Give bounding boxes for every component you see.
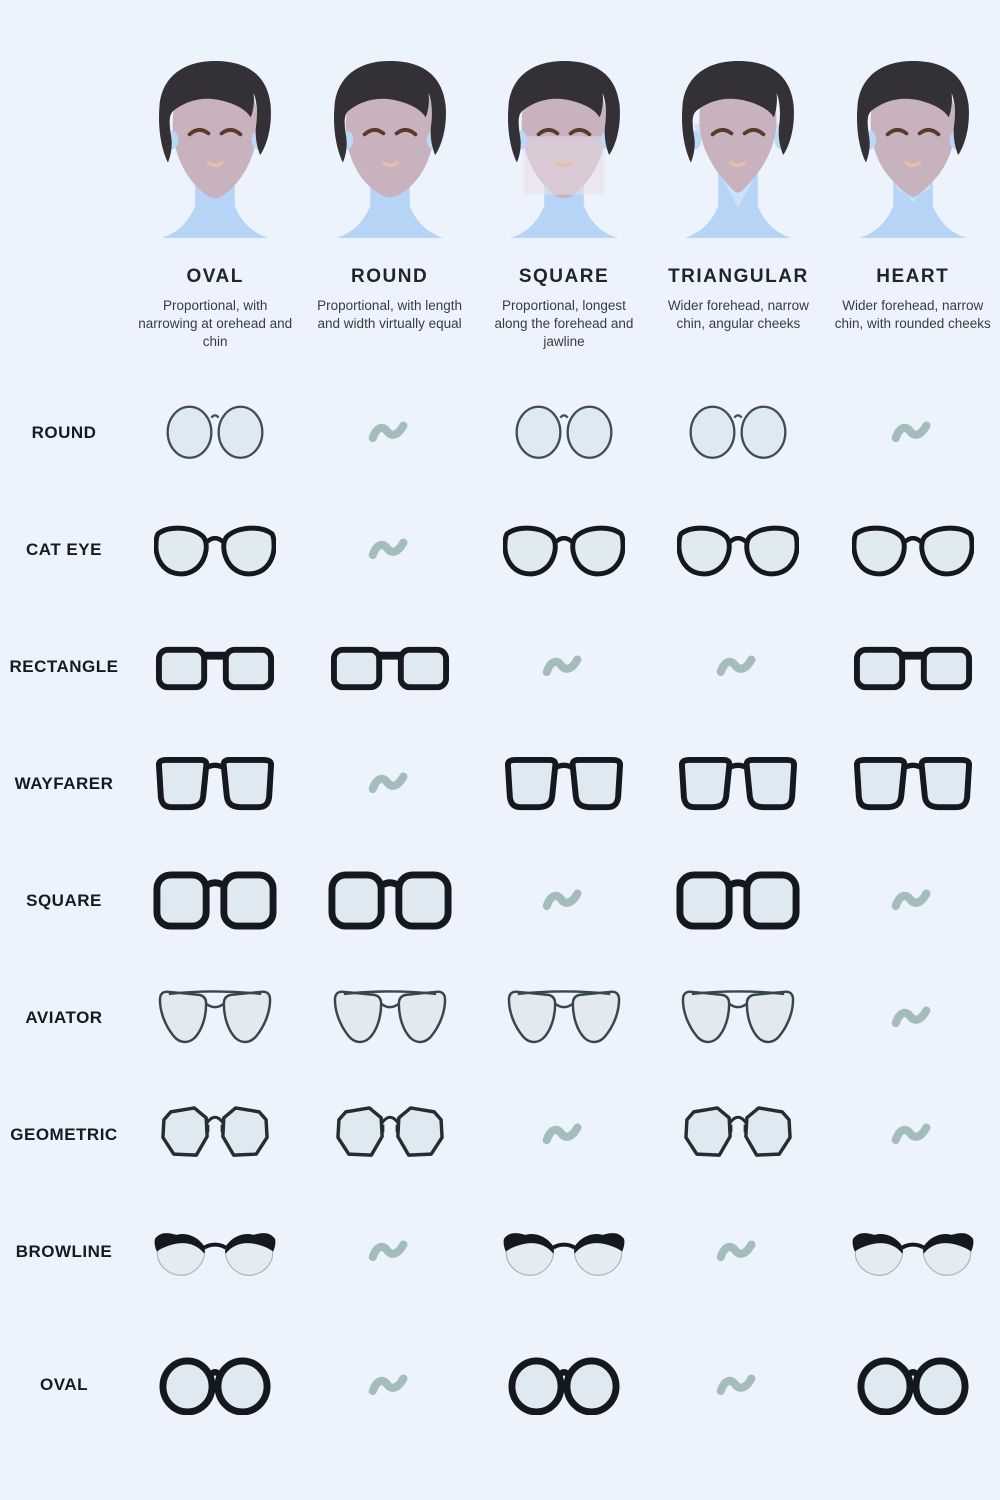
wayfarer-glasses-icon <box>503 755 625 812</box>
aviator-glasses-icon <box>156 987 274 1048</box>
geometric-glasses-icon <box>159 1105 271 1164</box>
wayfarer-glasses-icon <box>154 755 276 812</box>
wayfarer-glasses-cell <box>651 725 825 842</box>
geometric-glasses-icon <box>682 1105 794 1164</box>
glasses-row-cat-eye <box>0 491 1000 608</box>
face-shape-title: ROUND <box>351 266 429 287</box>
round-glasses-cell <box>477 374 651 491</box>
face-shape-title: OVAL <box>186 266 244 287</box>
oval-glasses-cell <box>826 1310 1000 1460</box>
browline-glasses-cell <box>826 1193 1000 1310</box>
triangular-face-illustration <box>658 56 818 256</box>
wayfarer-glasses-icon <box>677 755 799 812</box>
square-glasses-cell <box>302 842 476 959</box>
not-recommended-tilde-icon <box>716 1369 760 1402</box>
not-recommended-cell <box>477 842 651 959</box>
heart-face-illustration <box>833 56 993 256</box>
face-shape-title: TRIANGULAR <box>668 266 809 287</box>
geometric-glasses-cell <box>128 1076 302 1193</box>
browline-glasses-icon <box>502 1224 626 1279</box>
aviator-glasses-icon <box>331 987 449 1048</box>
not-recommended-cell <box>651 608 825 725</box>
oval-glasses-icon <box>857 1355 969 1416</box>
not-recommended-tilde-icon <box>368 416 412 449</box>
glasses-row-geometric <box>0 1076 1000 1193</box>
geometric-glasses-cell <box>302 1076 476 1193</box>
not-recommended-tilde-icon <box>891 884 935 917</box>
glasses-style-label: ROUND <box>31 422 97 442</box>
glasses-style-label: WAYFARER <box>14 773 114 793</box>
not-recommended-cell <box>302 1193 476 1310</box>
round-glasses-icon <box>164 404 266 460</box>
browline-glasses-icon <box>851 1224 975 1279</box>
rectangle-glasses-cell <box>302 608 476 725</box>
aviator-glasses-cell <box>651 959 825 1076</box>
glasses-row-oval <box>0 1310 1000 1460</box>
cat-eye-glasses-cell <box>477 491 651 608</box>
rectangle-glasses-icon <box>155 640 275 693</box>
cat-eye-glasses-icon <box>154 521 276 578</box>
not-recommended-tilde-icon <box>716 650 760 683</box>
browline-glasses-cell <box>477 1193 651 1310</box>
not-recommended-tilde-icon <box>368 767 412 800</box>
not-recommended-tilde-icon <box>368 1369 412 1402</box>
cat-eye-glasses-cell <box>651 491 825 608</box>
not-recommended-cell <box>477 608 651 725</box>
square-glasses-cell <box>651 842 825 959</box>
face-shape-description: Wider forehead, narrow chin, angular cheeks <box>667 298 809 331</box>
oval-glasses-cell <box>128 1310 302 1460</box>
round-glasses-cell <box>651 374 825 491</box>
face-shape-column-oval <box>128 56 302 350</box>
face-shape-description: Proportional, with narrowing at orehead and chin <box>138 298 293 349</box>
round-glasses-icon <box>513 404 615 460</box>
oval-glasses-icon <box>159 1355 271 1416</box>
aviator-glasses-icon <box>505 987 623 1048</box>
not-recommended-tilde-icon <box>716 1235 760 1268</box>
square-glasses-icon <box>153 870 277 931</box>
cat-eye-glasses-icon <box>852 521 974 578</box>
face-shape-title: SQUARE <box>518 266 610 287</box>
aviator-glasses-cell <box>477 959 651 1076</box>
face-shape-description: Wider forehead, narrow chin, with rounded cheeks <box>834 298 991 331</box>
glasses-row-wayfarer <box>0 725 1000 842</box>
rectangle-glasses-icon <box>330 640 450 693</box>
geometric-glasses-icon <box>334 1105 446 1164</box>
cat-eye-glasses-icon <box>503 521 625 578</box>
square-face-illustration <box>484 56 644 256</box>
not-recommended-tilde-icon <box>891 1118 935 1151</box>
glasses-style-label: RECTANGLE <box>9 656 119 676</box>
wayfarer-glasses-cell <box>128 725 302 842</box>
not-recommended-cell <box>651 1193 825 1310</box>
not-recommended-cell <box>302 374 476 491</box>
glasses-row-square <box>0 842 1000 959</box>
glasses-style-label: GEOMETRIC <box>10 1124 118 1144</box>
oval-glasses-cell <box>477 1310 651 1460</box>
oval-face-illustration <box>135 56 295 256</box>
not-recommended-cell <box>302 491 476 608</box>
not-recommended-cell <box>826 842 1000 959</box>
oval-glasses-icon <box>508 1355 620 1416</box>
face-shape-column-square <box>477 56 651 350</box>
face-shape-description: Proportional, with length and width virtually equal <box>317 298 462 331</box>
not-recommended-tilde-icon <box>542 884 586 917</box>
browline-glasses-cell <box>128 1193 302 1310</box>
glasses-style-label: BROWLINE <box>15 1241 113 1261</box>
face-shape-column-heart <box>826 56 1000 350</box>
glasses-style-label: SQUARE <box>26 890 102 910</box>
glasses-row-rectangle <box>0 608 1000 725</box>
header-corner-spacer <box>0 56 128 350</box>
not-recommended-cell <box>826 374 1000 491</box>
glasses-row-browline <box>0 1193 1000 1310</box>
face-shape-column-triangular <box>651 56 825 350</box>
wayfarer-glasses-cell <box>477 725 651 842</box>
face-shape-description: Proportional, longest along the forehead and jawline <box>494 298 634 349</box>
face-shape-title: HEART <box>876 266 950 287</box>
rectangle-glasses-icon <box>853 640 973 693</box>
not-recommended-tilde-icon <box>542 650 586 683</box>
not-recommended-cell <box>302 725 476 842</box>
round-face-illustration <box>310 56 470 256</box>
square-glasses-icon <box>676 870 800 931</box>
glasses-row-aviator <box>0 959 1000 1076</box>
square-glasses-cell <box>128 842 302 959</box>
not-recommended-tilde-icon <box>542 1118 586 1151</box>
geometric-glasses-cell <box>651 1076 825 1193</box>
round-glasses-cell <box>128 374 302 491</box>
rectangle-glasses-cell <box>128 608 302 725</box>
not-recommended-cell <box>477 1076 651 1193</box>
glasses-style-label: OVAL <box>40 1375 88 1394</box>
face-shape-header-row <box>0 0 1000 350</box>
not-recommended-tilde-icon <box>368 1235 412 1268</box>
not-recommended-tilde-icon <box>891 1001 935 1034</box>
not-recommended-tilde-icon <box>891 416 935 449</box>
glasses-suitability-matrix <box>0 374 1000 1460</box>
rectangle-glasses-cell <box>826 608 1000 725</box>
not-recommended-cell <box>651 1310 825 1460</box>
face-shape-column-round <box>302 56 476 350</box>
wayfarer-glasses-cell <box>826 725 1000 842</box>
browline-glasses-icon <box>153 1224 277 1279</box>
cat-eye-glasses-cell <box>826 491 1000 608</box>
not-recommended-cell <box>826 959 1000 1076</box>
round-glasses-icon <box>687 404 789 460</box>
cat-eye-glasses-cell <box>128 491 302 608</box>
cat-eye-glasses-icon <box>677 521 799 578</box>
wayfarer-glasses-icon <box>852 755 974 812</box>
glasses-style-label: AVIATOR <box>25 1007 103 1027</box>
glasses-style-label: CAT EYE <box>26 539 102 559</box>
not-recommended-tilde-icon <box>368 533 412 566</box>
aviator-glasses-icon <box>679 987 797 1048</box>
square-glasses-icon <box>328 870 452 931</box>
not-recommended-cell <box>826 1076 1000 1193</box>
aviator-glasses-cell <box>302 959 476 1076</box>
aviator-glasses-cell <box>128 959 302 1076</box>
glasses-row-round <box>0 374 1000 491</box>
not-recommended-cell <box>302 1310 476 1460</box>
